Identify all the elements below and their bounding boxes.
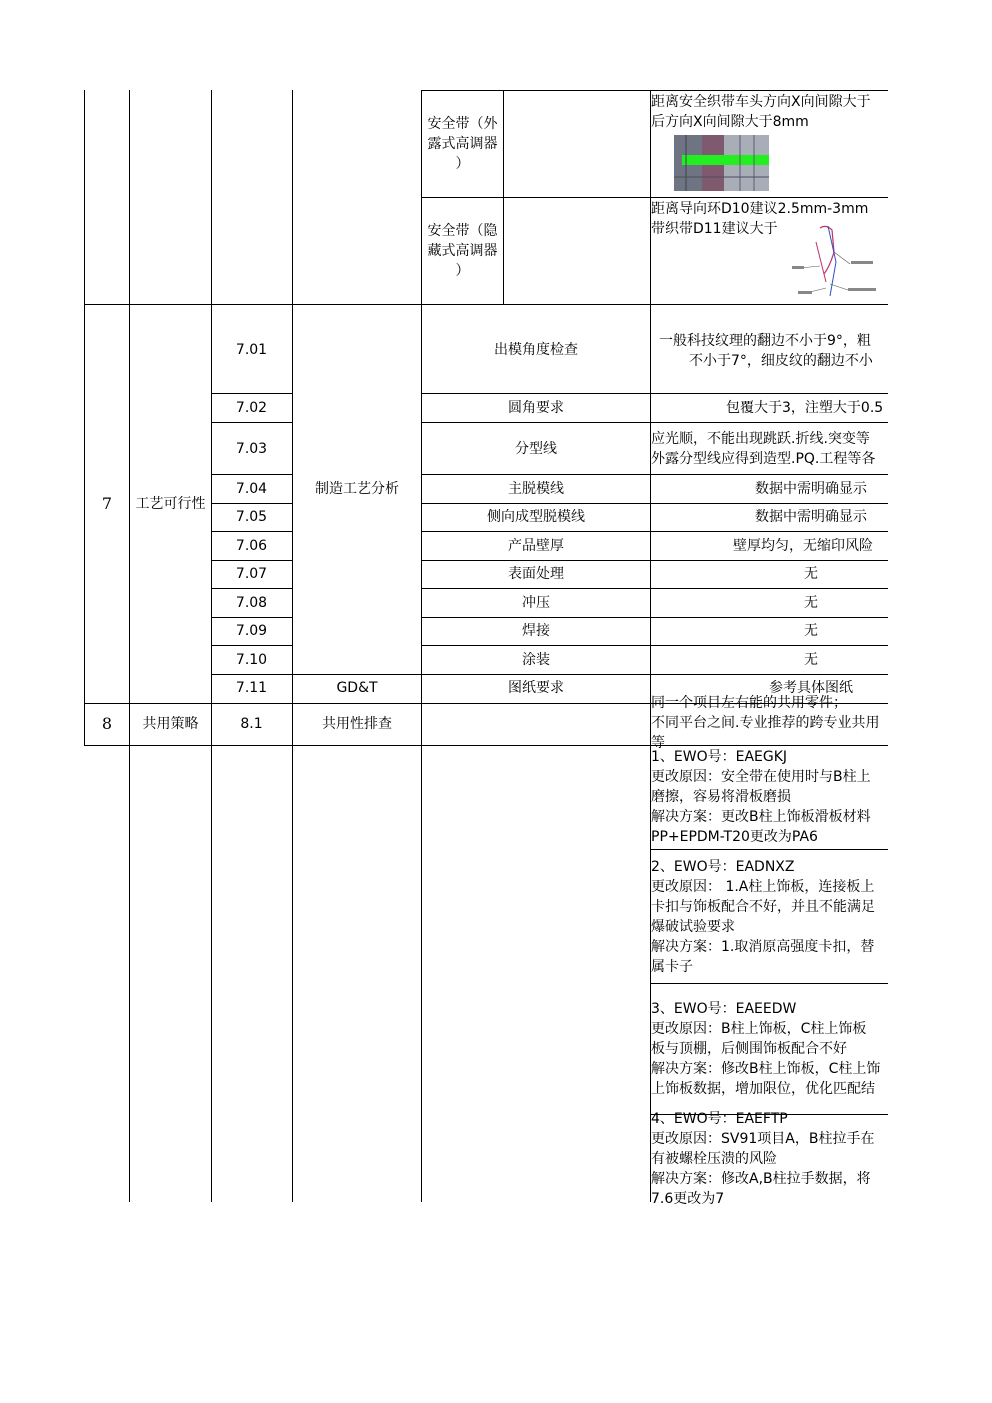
row-code: 7.05 <box>235 509 268 525</box>
row-code: 7.11 <box>235 680 268 696</box>
guide-ring-drawing <box>790 222 888 300</box>
ewo-line: PP+EPDM-T20更改为PA6 <box>651 829 818 845</box>
row-item: 圆角要求 <box>508 400 564 416</box>
ewo-line: 磨擦，容易将滑板磨损 <box>651 789 791 805</box>
section-7-subcategory: 制造工艺分析 <box>315 481 399 497</box>
row-item: 焊接 <box>522 623 550 639</box>
grid-line <box>421 422 888 423</box>
item-line: 安全带（外 <box>427 116 498 132</box>
grid-line <box>211 617 292 618</box>
row-requirement: 参考具体图纸 <box>769 680 853 696</box>
section-7-name: 工艺可行性 <box>135 496 206 512</box>
item-line: ） <box>455 156 470 172</box>
section-8-subcategory: 共用性排查 <box>322 716 392 732</box>
ewo-line: 4、EWO号：EAEFTP <box>651 1111 788 1127</box>
seatbelt-gap-drawing <box>674 135 769 191</box>
grid-line <box>211 90 212 1202</box>
grid-line <box>211 531 292 532</box>
ewo-line: 解决方案：更改B柱上饰板滑板材料 <box>651 809 871 825</box>
grid-line <box>421 503 888 504</box>
row-subcategory: GD&T <box>336 680 378 696</box>
ewo-line: 有被螺栓压溃的风险 <box>651 1151 777 1167</box>
row-requirement <box>651 331 888 371</box>
item-line: 藏式高调器 <box>427 243 498 259</box>
ewo-line: 更改原因： 1.A柱上饰板，连接板上 <box>651 879 875 895</box>
ewo-line: 1、EWO号：EAEGKJ <box>651 749 788 765</box>
section-8-number: 8 <box>101 714 113 733</box>
seatbelt-hidden-label <box>422 221 503 281</box>
grid-line <box>421 474 888 475</box>
row-requirement <box>651 429 888 469</box>
row-code: 7.01 <box>235 342 268 358</box>
grid-line <box>421 197 888 198</box>
row-requirement: 数据中需明确显示 <box>755 509 867 525</box>
item-line: ） <box>455 263 470 279</box>
ewo-line: 更改原因：安全带在使用时与B柱上 <box>651 769 871 785</box>
requirement-line: 同一个项目左右能的共用零件； <box>651 695 847 711</box>
row-item: 出模角度检查 <box>494 342 578 358</box>
grid-line <box>421 90 888 91</box>
requirement-line: 外露分型线应得到造型.PQ.工程等各 <box>651 451 876 467</box>
ewo-entry-3 <box>651 999 888 1099</box>
grid-line <box>211 674 888 675</box>
ewo-line: 属卡子 <box>651 959 693 975</box>
section-8-code: 8.1 <box>240 716 263 732</box>
row-item: 产品壁厚 <box>508 538 564 554</box>
ewo-line: 2、EWO号：EADNXZ <box>651 859 795 875</box>
ewo-line: 解决方案：修改B柱上饰板，C柱上饰 <box>651 1061 881 1077</box>
row-requirement: 无 <box>804 566 818 582</box>
row-code: 7.03 <box>235 441 268 457</box>
ewo-line: 解决方案：修改A,B柱拉手数据，将 <box>651 1171 871 1187</box>
grid-line <box>84 90 85 745</box>
grid-line <box>211 588 292 589</box>
row-code: 7.06 <box>235 538 268 554</box>
requirement-line: 一般科技纹理的翻边不小于9°，粗 <box>659 333 871 349</box>
row-requirement: 无 <box>804 652 818 668</box>
row-code: 7.04 <box>235 481 268 497</box>
row-code: 7.08 <box>235 595 268 611</box>
grid-line <box>421 560 888 561</box>
row-item: 图纸要求 <box>508 680 564 696</box>
seatbelt-gap-image <box>674 135 769 191</box>
row-item: 侧向成型脱模线 <box>487 509 585 525</box>
grid-line <box>211 503 292 504</box>
ewo-line: 7.6更改为7 <box>651 1191 725 1207</box>
ewo-line: 卡扣与饰板配合不好，并且不能满足 <box>651 899 875 915</box>
row-code: 7.09 <box>235 623 268 639</box>
row-code: 7.07 <box>235 566 268 582</box>
grid-line <box>421 645 888 646</box>
ewo-entry-2 <box>651 857 888 977</box>
ewo-line: 上饰板数据，增加限位，优化匹配结 <box>651 1081 875 1097</box>
grid-line <box>421 588 888 589</box>
requirement-line: 后方向X向间隙大于8mm <box>651 114 809 130</box>
section-8-name: 共用策略 <box>142 716 199 732</box>
ewo-line: 3、EWO号：EAEEDW <box>651 1001 797 1017</box>
row-requirement: 无 <box>804 623 818 639</box>
grid-line <box>84 745 888 746</box>
row-requirement: 包覆大于3，注塑大于0.5 <box>726 400 884 416</box>
row-code: 7.02 <box>235 400 268 416</box>
seatbelt-exposed-label <box>422 114 503 174</box>
requirement-line: 不小于7°，细皮纹的翻边不小 <box>689 353 873 369</box>
requirement-line: 不同平台之间.专业推荐的跨专业共用 <box>651 715 880 731</box>
grid-line <box>650 983 888 984</box>
row-item: 涂装 <box>522 652 550 668</box>
row-item: 主脱模线 <box>508 481 564 497</box>
ewo-entry-4 <box>651 1111 888 1207</box>
row-item: 冲压 <box>522 595 550 611</box>
section-7-number: 7 <box>101 494 113 513</box>
ewo-entry-1 <box>651 747 888 847</box>
grid-line <box>211 645 292 646</box>
item-line: 安全带（隐 <box>427 223 498 239</box>
grid-line <box>129 90 130 1202</box>
grid-line <box>211 560 292 561</box>
ewo-line: 更改原因：B柱上饰板，C柱上饰板 <box>651 1021 867 1037</box>
grid-line <box>211 393 292 394</box>
requirement-line: 距离安全织带车头方向X向间隙大于 <box>651 94 871 110</box>
ewo-line: 解决方案：1.取消原高强度卡扣，替 <box>651 939 875 955</box>
row-item: 分型线 <box>515 441 557 457</box>
grid-line <box>650 849 888 850</box>
row-requirement: 数据中需明确显示 <box>755 481 867 497</box>
requirement-line: 等 <box>651 735 665 751</box>
ewo-line: 更改原因：SV91项目A，B柱拉手在 <box>651 1131 875 1147</box>
seatbelt-exposed-requirement <box>651 92 888 132</box>
section-8-requirement <box>651 695 888 751</box>
row-item: 表面处理 <box>508 566 564 582</box>
guide-ring-sketch <box>790 222 888 300</box>
requirement-line: 带织带D11建议大于 <box>651 221 778 237</box>
grid-line <box>421 393 888 394</box>
grid-line <box>211 422 292 423</box>
grid-line <box>421 617 888 618</box>
requirement-line: 应光顺，不能出现跳跃.折线.突变等 <box>651 431 870 447</box>
row-requirement: 壁厚均匀，无缩印风险 <box>733 538 873 554</box>
ewo-line: 板与顶棚，后侧围饰板配合不好 <box>651 1041 847 1057</box>
item-line: 露式高调器 <box>427 136 498 152</box>
grid-line <box>421 531 888 532</box>
requirement-line: 距离导向环D10建议2.5mm-3mm <box>651 201 869 217</box>
row-requirement: 无 <box>804 595 818 611</box>
row-code: 7.10 <box>235 652 268 668</box>
grid-line <box>292 90 293 1202</box>
grid-line <box>84 304 888 305</box>
grid-line <box>211 474 292 475</box>
ewo-line: 爆破试验要求 <box>651 919 735 935</box>
